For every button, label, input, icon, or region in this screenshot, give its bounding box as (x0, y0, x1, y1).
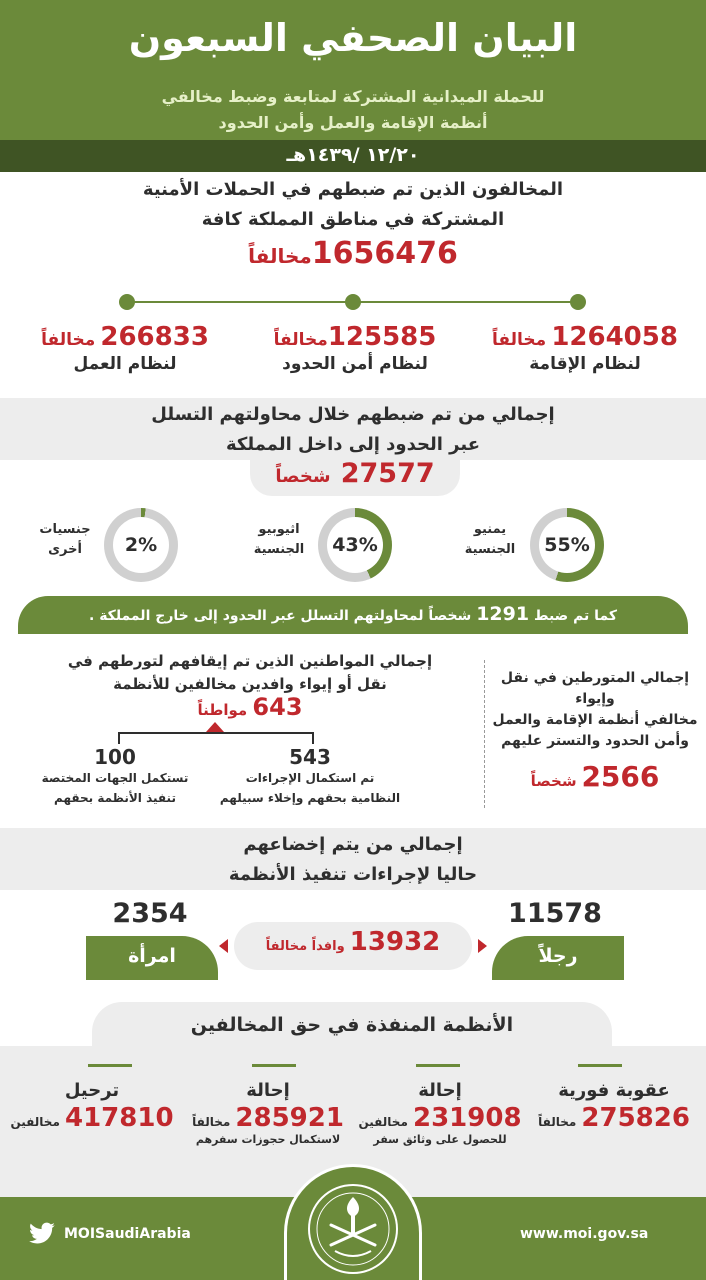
twitter-icon[interactable] (28, 1222, 56, 1250)
sub-right-line-1: تم استكمال الإجراءات (245, 771, 375, 785)
sub-left-line-1: تستكمل الجهات المختصة (41, 771, 189, 785)
procedures-heading (0, 830, 706, 890)
infiltration-total (250, 456, 460, 496)
involved-left-line-2: نقل أو إيواء وافدين مخالفين للأنظمة (113, 675, 387, 693)
involved-right-line-3: وأمن الحدود والتستر عليهم (501, 733, 689, 749)
system-referral-booking-value: 285921 (235, 1103, 344, 1133)
tree-right-stub (312, 732, 314, 744)
border-value: 125585 (327, 322, 437, 352)
involved-left-line-1: إجمالي المواطنين الذين تم إيقافهم لتورطهم في (67, 652, 433, 670)
women-label: امرأة (86, 936, 218, 980)
tree-hline (118, 732, 314, 734)
outside-suffix: شخصاً لمحاولتهم التسلل عبر الحدود إلى خارج المملكة . (89, 608, 472, 624)
labor-unit: مخالفاً (41, 330, 96, 350)
tree-left-stub (118, 732, 120, 744)
procedures-heading-line-1: إجمالي من يتم إخضاعهم (243, 834, 463, 855)
system-referral-docs-title: إحالة (418, 1080, 462, 1101)
systems-heading: الأنظمة المنفذة في حق المخالفين (92, 1002, 612, 1052)
outside-prefix: كما تم ضبط (533, 608, 617, 624)
involved-left-unit: مواطناً (197, 701, 248, 719)
other-label-line-2: أخرى (48, 542, 82, 557)
involved-right-unit: شخصاً (530, 772, 577, 790)
ring-other (104, 508, 178, 582)
website-link[interactable]: www.moi.gov.sa (520, 1226, 649, 1242)
ring-other-percent: 2% (113, 517, 169, 573)
procedures-heading-line-2: حاليا لإجراءات تنفيذ الأنظمة (228, 864, 478, 885)
caught-total-value: 1656476 (311, 236, 458, 271)
system-referral-booking-unit: مخالفاً (192, 1115, 231, 1129)
procedures-total-unit: وافداً مخالفاً (265, 939, 345, 954)
caught-heading-line-2: المشتركة في مناطق المملكة كافة (201, 209, 505, 230)
caught-total (0, 236, 706, 271)
men-value: 11578 (508, 898, 602, 929)
system-deport (4, 1080, 180, 1133)
subtitle-line-2: أنظمة الإقامة والعمل وأمن الحدود (218, 113, 488, 132)
system-instant-value: 275826 (581, 1103, 690, 1133)
sub-right-value: 543 (289, 745, 331, 769)
system-referral-booking-note: لاستكمال حجوزات سفرهم (195, 1133, 341, 1146)
ring-ethiopian (318, 508, 392, 582)
system-instant-unit: مخالفاً (538, 1115, 577, 1129)
emblem-badge (284, 1164, 422, 1280)
system-marker-3 (252, 1064, 296, 1067)
procedures-total (234, 922, 472, 970)
system-instant (524, 1080, 704, 1133)
caught-item-labor (10, 322, 240, 374)
ministry-emblem-icon (287, 1167, 419, 1280)
system-referral-docs-unit: مخالفين (358, 1115, 408, 1129)
infiltration-heading-line-2: عبر الحدود إلى داخل المملكة (225, 434, 480, 455)
involved-right-value: 2566 (581, 760, 660, 793)
sub-right (210, 746, 410, 808)
infiltration-value: 27577 (340, 458, 435, 489)
arrow-right-icon (478, 939, 487, 953)
system-deport-unit: مخالفين (10, 1115, 60, 1129)
system-instant-title: عقوبة فورية (558, 1080, 670, 1101)
caught-total-unit: مخالفاً (248, 244, 312, 268)
ethiopian-label-line-1: اثيوبيو (258, 522, 300, 537)
dot-border (345, 294, 361, 310)
involved-right-line-2: مخالفي أنظمة الإقامة والعمل (492, 712, 698, 728)
tree-arrow (206, 722, 224, 732)
outside-value: 1291 (476, 603, 530, 625)
other-label (30, 520, 100, 560)
labor-value: 266833 (100, 322, 209, 352)
involved-left-value: 643 (252, 693, 303, 721)
involved-left (30, 650, 470, 722)
system-marker-2 (416, 1064, 460, 1067)
page-subtitle (0, 84, 706, 136)
infiltration-heading-line-1: إجمالي من تم ضبطهم خلال محاولتهم التسلل (151, 404, 555, 425)
sub-left-line-2: تنفيذ الأنظمة بحقهم (54, 791, 176, 805)
infiltration-unit: شخصاً (275, 466, 331, 487)
system-marker-1 (578, 1064, 622, 1067)
system-deport-title: ترحيل (64, 1080, 120, 1101)
subtitle-line-1: للحملة الميدانية المشتركة لمتابعة وضبط مخالفي (161, 87, 545, 106)
caught-item-residency (470, 322, 700, 374)
system-referral-docs-note: للحصول على وثائق سفر (373, 1133, 507, 1146)
caught-item-border (240, 322, 470, 374)
caught-heading (0, 175, 706, 235)
system-referral-docs-value: 231908 (412, 1103, 522, 1133)
men-label: رجلاً (492, 936, 624, 980)
twitter-handle[interactable]: MOISaudiArabia (64, 1226, 191, 1242)
ring-yemeni-percent: 55% (539, 517, 595, 573)
infiltration-heading (0, 400, 706, 460)
residency-value: 1264058 (551, 322, 678, 352)
women-value: 2354 (112, 898, 188, 929)
ring-yemeni (530, 508, 604, 582)
arrow-left-icon (219, 939, 228, 953)
caught-heading-line-1: المخالفون الذين تم ضبطهم في الحملات الأمنية (142, 179, 564, 200)
outside-band (18, 596, 688, 634)
other-label-line-1: جنسيات (39, 522, 91, 537)
sub-right-line-2: النظامية بحقهم وإخلاء سبيلهم (219, 791, 401, 805)
involved-right (488, 668, 702, 793)
residency-unit: مخالفاً (492, 330, 547, 350)
residency-label: لنظام الإقامة (529, 354, 641, 374)
page-title: البيان الصحفي السبعون (128, 16, 578, 60)
date-text: ١٢/٢٠ /١٤٣٩هـ (286, 144, 420, 166)
border-unit: مخالفاً (273, 330, 328, 350)
yemeni-label-line-1: يمنيو (473, 522, 507, 537)
system-referral-docs (352, 1080, 528, 1146)
involved-right-line-1: إجمالي المتورطين في نقل وإيواء (500, 670, 690, 707)
dot-residency (570, 294, 586, 310)
labor-label: لنظام العمل (73, 354, 177, 374)
yemeni-label-line-2: الجنسية (464, 542, 516, 557)
procedures-total-value: 13932 (349, 927, 441, 957)
ethiopian-label-line-2: الجنسية (253, 542, 305, 557)
ethiopian-label (244, 520, 314, 560)
dot-labor (119, 294, 135, 310)
ring-ethiopian-percent: 43% (327, 517, 383, 573)
system-marker-4 (88, 1064, 132, 1067)
sub-left-value: 100 (94, 745, 136, 769)
yemeni-label (455, 520, 525, 560)
sub-left (20, 746, 210, 808)
border-label: لنظام أمن الحدود (282, 354, 428, 374)
divider-dashed (484, 660, 485, 808)
system-referral-booking-title: إحالة (246, 1080, 290, 1101)
system-deport-value: 417810 (64, 1103, 174, 1133)
system-referral-booking (180, 1080, 356, 1146)
